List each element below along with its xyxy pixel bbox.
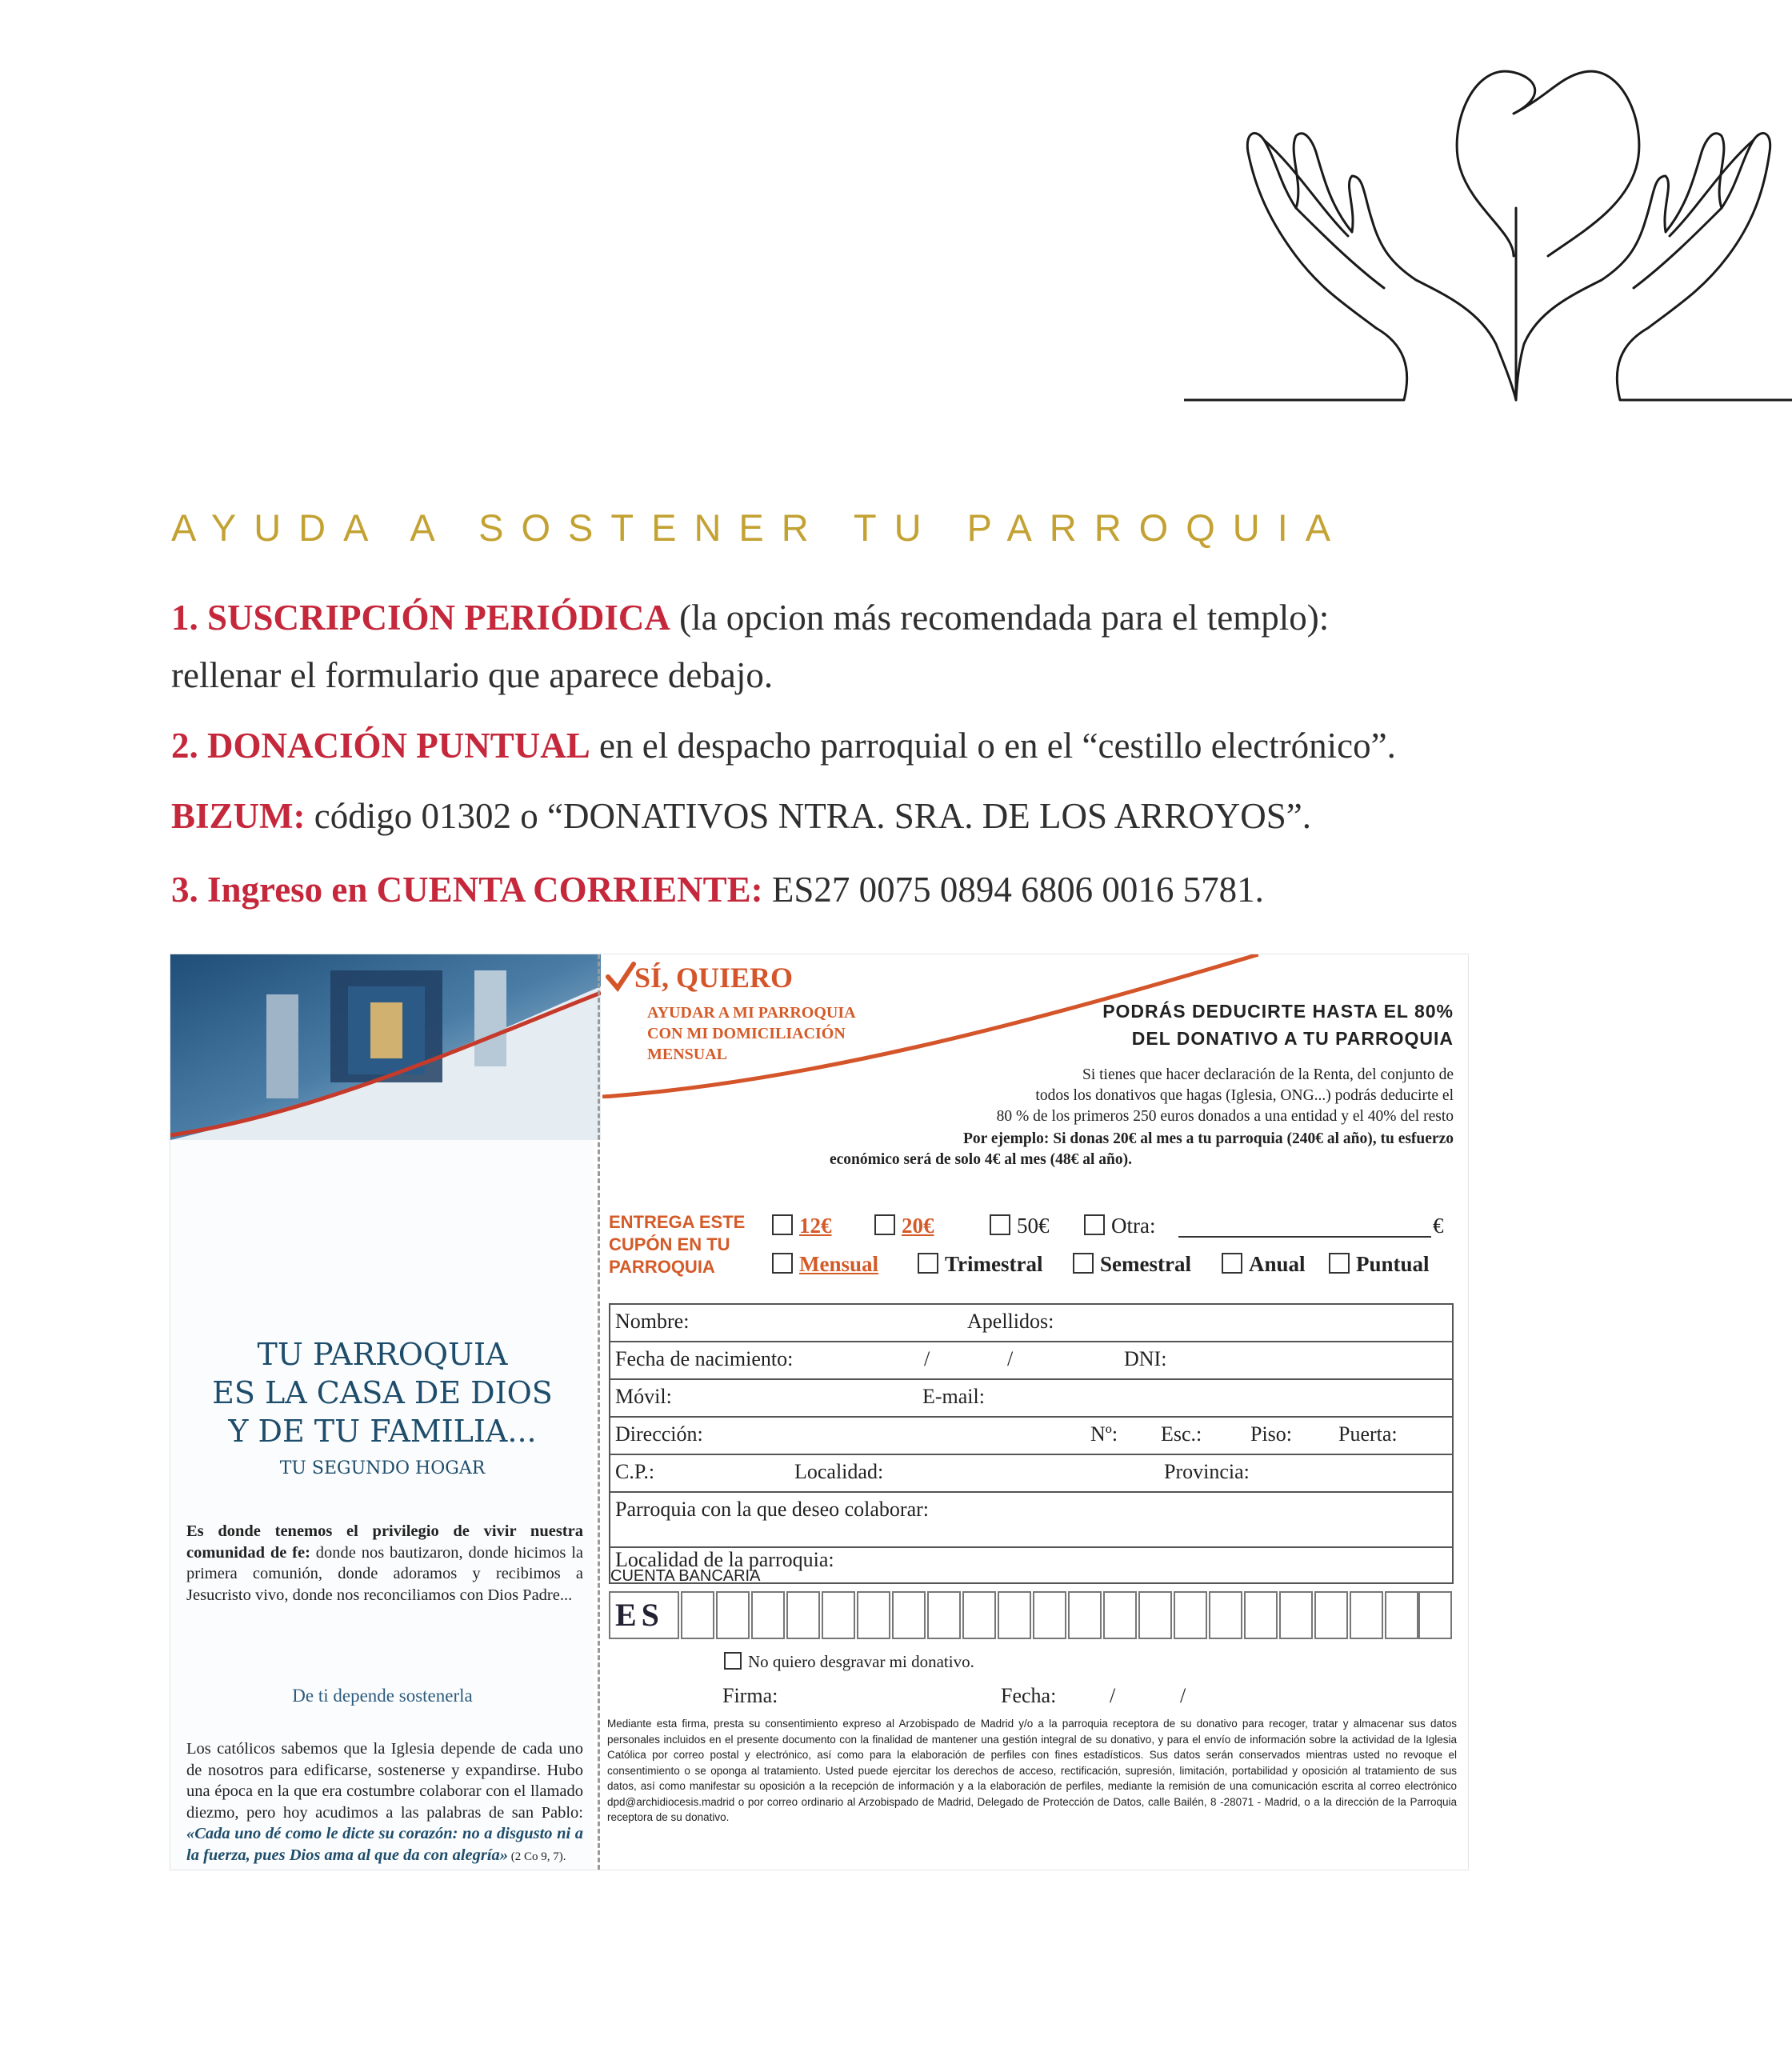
- form-row-nombre[interactable]: [610, 1305, 1452, 1342]
- iban-cell[interactable]: [892, 1591, 926, 1639]
- left-paragraph-1: [186, 1521, 583, 1606]
- amount-20-option[interactable]: [874, 1214, 934, 1238]
- deducir-line-1: PODRÁS DEDUCIRTE HASTA EL 80%: [1102, 1001, 1454, 1022]
- iban-input[interactable]: [609, 1591, 1452, 1642]
- left-paragraph-2-quote: «Cada uno dé como le dicte su corazón: no a disgusto ni a la fuerza, pues Dios ama al que da con alegría»: [186, 1825, 583, 1864]
- nombre-label: Nombre:: [615, 1310, 690, 1333]
- left-paragraph-1-bold: Es donde tenemos el privilegio de vivir nuestra comunidad de fe:: [186, 1522, 583, 1562]
- fecha-nacimiento-label: Fecha de nacimiento:: [615, 1347, 794, 1370]
- church-photo: [170, 954, 601, 1140]
- option-1-text: (la opcion más recomendada para el templo):: [670, 598, 1330, 638]
- cuenta-bancaria-label: CUENTA BANCARIA: [610, 1567, 761, 1585]
- iban-cell[interactable]: [1279, 1591, 1313, 1639]
- left-paragraph-2-ref: (2 Co 9, 7).: [508, 1850, 566, 1863]
- left-paragraph-2-text: Los católicos sabemos que la Iglesia depende de cada uno de nosotros para edificarse, sostenerse y expandirse. Hubo una época en la que era costumbre colaborar con el llamado diezmo, pero hoy acudimos a las palabras de san Pablo:: [186, 1740, 583, 1822]
- fecha-label: Fecha:: [1001, 1684, 1057, 1707]
- iban-cell[interactable]: [1385, 1591, 1418, 1639]
- iban-cell[interactable]: [681, 1591, 714, 1639]
- info-line-5: económico será de solo 4€ al mes (48€ al año).: [829, 1151, 1132, 1168]
- localidad-parroquia-label: Localidad de la parroquia:: [615, 1548, 834, 1571]
- bizum-text: código 01302 o “DONATIVOS NTRA. SRA. DE LOS ARROYOS”.: [305, 796, 1312, 836]
- parroquia-label: Parroquia con la que deseo colaborar:: [615, 1498, 930, 1521]
- freq-semestral-label: Semestral: [1100, 1252, 1191, 1276]
- no-desgravar-option[interactable]: [724, 1652, 974, 1672]
- option-1-label: 1. SUSCRIPCIÓN PERIÓDICA: [171, 598, 670, 638]
- option-1-line: [171, 597, 1329, 638]
- date-slash-1: /: [924, 1347, 930, 1370]
- iban-cell[interactable]: [1418, 1591, 1452, 1639]
- bizum-label: BIZUM:: [171, 796, 306, 836]
- apellidos-label: Apellidos:: [967, 1310, 1054, 1333]
- fecha-slash-1: /: [1110, 1684, 1116, 1707]
- freq-anual-label: Anual: [1249, 1252, 1306, 1276]
- entrega-line-2: CUPÓN EN TU: [609, 1234, 730, 1254]
- cut-line-divider: [598, 954, 600, 1870]
- date-slash-2: /: [1007, 1347, 1014, 1370]
- freq-mensual-label: Mensual: [799, 1252, 879, 1276]
- freq-trimestral-option[interactable]: [918, 1252, 1042, 1277]
- ayudar-line-3: MENSUAL: [647, 1046, 728, 1063]
- freq-semestral-checkbox[interactable]: [1073, 1253, 1094, 1274]
- info-line-2: todos los donativos que hagas (Iglesia, ONG...) podrás deducirte el: [1035, 1087, 1454, 1104]
- escalera-label: Esc.:: [1161, 1422, 1202, 1446]
- iban-cell[interactable]: [1314, 1591, 1348, 1639]
- iban-cell[interactable]: [751, 1591, 785, 1639]
- freq-anual-checkbox[interactable]: [1222, 1253, 1242, 1274]
- donation-coupon: [170, 954, 1469, 1870]
- amount-12-checkbox[interactable]: [772, 1214, 793, 1235]
- iban-cell[interactable]: [927, 1591, 961, 1639]
- freq-mensual-option[interactable]: [772, 1252, 878, 1277]
- iban-cell[interactable]: [716, 1591, 750, 1639]
- amount-20-label: 20€: [902, 1214, 934, 1238]
- info-line-1: Si tienes que hacer declaración de la Renta, del conjunto de: [1082, 1066, 1454, 1083]
- option-3-label: 3. Ingreso en CUENTA CORRIENTE:: [171, 870, 763, 910]
- ayudar-line-1: AYUDAR A MI PARROQUIA: [647, 1004, 856, 1022]
- amount-50-label: 50€: [1017, 1214, 1050, 1238]
- page-title: AYUDA A SOSTENER TU PARROQUIA: [171, 506, 1349, 549]
- left-subtitle: TU SEGUNDO HOGAR: [279, 1458, 486, 1478]
- left-paragraph-2: [186, 1738, 583, 1867]
- localidad-label: Localidad:: [794, 1460, 884, 1483]
- form-row-fecha-nacimiento[interactable]: [610, 1342, 1452, 1380]
- freq-mensual-checkbox[interactable]: [772, 1253, 793, 1274]
- bizum-line: [171, 795, 1311, 837]
- iban-cell[interactable]: [1350, 1591, 1383, 1639]
- iban-cell[interactable]: [998, 1591, 1031, 1639]
- option-2-line: [171, 725, 1396, 766]
- iban-cell[interactable]: [857, 1591, 890, 1639]
- left-title-line-1: TU PARROQUIA: [257, 1337, 508, 1372]
- iban-cell[interactable]: [786, 1591, 820, 1639]
- hands-heart-logo: [1184, 48, 1792, 416]
- puerta-label: Puerta:: [1338, 1422, 1398, 1446]
- iban-cell[interactable]: [962, 1591, 996, 1639]
- amount-other-input[interactable]: [1178, 1236, 1431, 1238]
- no-desgravar-checkbox[interactable]: [724, 1652, 742, 1670]
- info-line-3: 80 % de los primeros 250 euros donados a una entidad y el 40% del resto: [996, 1108, 1454, 1125]
- left-paragraph-1-rest: donde nos bautizaron, donde hicimos la primera comunión, donde adoramos y recibimos a Jesucristo vivo, donde nos reconciliamos con Dios Padre...: [186, 1543, 583, 1604]
- option-2-label: 2. DONACIÓN PUNTUAL: [171, 726, 590, 766]
- amount-other-label: Otra:: [1111, 1214, 1156, 1238]
- iban-cell[interactable]: [1174, 1591, 1207, 1639]
- amount-12-option[interactable]: [772, 1214, 832, 1238]
- left-depende-heading: De ti depende sostenerla: [292, 1686, 473, 1706]
- option-3-text: ES27 0075 0894 6806 0016 5781.: [762, 870, 1264, 910]
- iban-cell[interactable]: [1103, 1591, 1137, 1639]
- left-title-line-2: ES LA CASA DE DIOS: [212, 1375, 553, 1410]
- option-3-line: [171, 869, 1264, 910]
- si-quiero-heading: SÍ, QUIERO: [634, 962, 794, 994]
- iban-cell[interactable]: [822, 1591, 855, 1639]
- amount-50-checkbox[interactable]: [990, 1214, 1010, 1235]
- iban-cell[interactable]: [1068, 1591, 1102, 1639]
- legal-notice: Mediante esta firma, presta su consentimiento expreso al Arzobispado de Madrid y/o a la parroquia receptora de su donativo para recoger, tratar y almacenar sus datos personales incluidos en el presente documento con la finalidad de mantener una gestión integral de su donativo, y para el envío de información sobre la actividad de la Iglesia Católica por correo postal y electrónico, así como para la elaboración de perfiles con fines estadísticos. Sus datos serán conservados mientras usted no revoque el consentimiento o se oponga al tratamiento. Usted puede ejercitar los derechos de acceso, rectificación, supresión, limitación, portabilidad y oposición al tratamiento de sus datos, así como manifestar su oposición a la recepción de información y a la elaboración de perfiles, mediante la remisión de una comunicación escrita al correo electrónico dpd@archidiocesis.madrid o por correo ordinario al Arzobispado de Madrid, Delegado de Protección de Datos, calle Bailén, 8 -28071 - Madrid, o a la dirección de la Parroquia receptora de su donativo.: [607, 1718, 1457, 1823]
- freq-puntual-option[interactable]: [1329, 1252, 1430, 1277]
- coupon-left-panel: [170, 1140, 594, 1870]
- email-label: E-mail:: [922, 1385, 985, 1408]
- amount-other-option[interactable]: [1084, 1214, 1155, 1238]
- no-desgravar-label: No quiero desgravar mi donativo.: [748, 1652, 974, 1671]
- form-row-parroquia[interactable]: [610, 1493, 1452, 1529]
- iban-cell[interactable]: [1138, 1591, 1172, 1639]
- piso-label: Piso:: [1250, 1422, 1293, 1446]
- fecha-slash-2: /: [1180, 1684, 1186, 1707]
- freq-anual-option[interactable]: [1222, 1252, 1306, 1277]
- donor-form: [609, 1303, 1454, 1548]
- amount-12-label: 12€: [799, 1214, 832, 1238]
- euro-sign: €: [1433, 1214, 1444, 1238]
- freq-puntual-checkbox[interactable]: [1329, 1253, 1350, 1274]
- info-line-4: Por ejemplo: Si donas 20€ al mes a tu parroquia (240€ al año), tu esfuerzo: [963, 1130, 1454, 1147]
- cp-label: C.P.:: [615, 1460, 655, 1483]
- firma-label: Firma:: [722, 1684, 778, 1707]
- freq-trimestral-checkbox[interactable]: [918, 1253, 938, 1274]
- option-1-continuation: rellenar el formulario que aparece debajo.: [171, 655, 774, 695]
- iban-cell[interactable]: [1033, 1591, 1066, 1639]
- freq-semestral-option[interactable]: [1073, 1252, 1191, 1277]
- option-2-text: en el despacho parroquial o en el “cestillo electrónico”.: [590, 726, 1396, 766]
- form-row-cp[interactable]: [610, 1455, 1452, 1493]
- freq-trimestral-label: Trimestral: [945, 1252, 1043, 1276]
- freq-puntual-label: Puntual: [1356, 1252, 1430, 1276]
- iban-cell[interactable]: [1209, 1591, 1242, 1639]
- form-row-movil[interactable]: [610, 1380, 1452, 1418]
- left-title-line-3: Y DE TU FAMILIA...: [228, 1414, 537, 1449]
- dni-label: DNI:: [1124, 1347, 1167, 1370]
- iban-prefix: ES: [615, 1597, 664, 1633]
- movil-label: Móvil:: [615, 1385, 672, 1408]
- entrega-line-3: PARROQUIA: [609, 1257, 715, 1277]
- iban-cell[interactable]: [1244, 1591, 1278, 1639]
- direccion-label: Dirección:: [615, 1422, 703, 1446]
- entrega-line-1: ENTREGA ESTE: [609, 1212, 746, 1232]
- amount-50-option[interactable]: [990, 1214, 1050, 1238]
- provincia-label: Provincia:: [1164, 1460, 1250, 1483]
- deducir-line-2: DEL DONATIVO A TU PARROQUIA: [1131, 1028, 1454, 1049]
- amount-20-checkbox[interactable]: [874, 1214, 895, 1235]
- amount-other-checkbox[interactable]: [1084, 1214, 1105, 1235]
- ayudar-line-2: CON MI DOMICILIACIÓN: [647, 1025, 846, 1042]
- numero-label: Nº:: [1090, 1422, 1118, 1446]
- form-row-direccion[interactable]: [610, 1418, 1452, 1455]
